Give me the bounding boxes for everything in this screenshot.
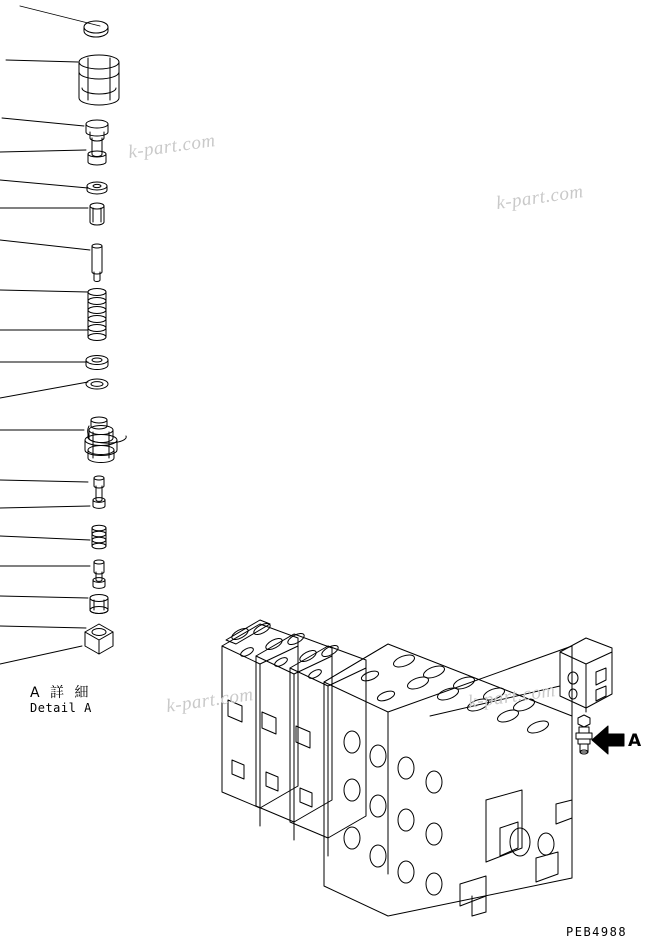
exploded-part-cap [84,21,108,37]
exploded-part-body-1 [79,55,119,105]
control-valve-assembly [222,620,612,916]
detail-a-label-jp: A 詳 細 [30,685,92,701]
detail-a-label [30,686,92,716]
leader-lines [0,6,100,664]
valve-section-3 [290,643,366,856]
exploded-part-washer-1 [87,182,107,194]
detail-a-label-en: Detail A [30,701,92,715]
drawing-code: PEB4988 [566,925,628,939]
exploded-part-valve-body [85,417,126,463]
watermark: k-part.com [466,679,557,714]
valve-section-1 [222,620,298,826]
exploded-part-body-2 [86,120,108,165]
valve-front-ports [344,731,442,895]
exploded-part-oring [86,379,108,389]
relief-valve-block [560,638,612,712]
watermark: k-part.com [494,180,585,215]
view-direction-arrow [592,726,624,754]
watermark: k-part.com [164,683,255,718]
exploded-part-washer-2 [86,356,108,370]
arrow-letter-a: A [628,731,642,751]
valve-cartridge-detail [576,715,592,754]
exploded-part-pin-2 [93,560,105,588]
exploded-part-nut [85,624,113,654]
valve-end-cap [460,790,572,916]
exploded-part-sleeve [90,203,104,225]
exploded-part-stem [92,244,102,282]
exploded-part-spring-small [92,525,106,549]
exploded-part-spring [88,289,106,341]
exploded-part-bushing [90,595,108,614]
exploded-part-pin-1 [93,476,105,508]
valve-section-2 [256,631,332,840]
watermark: k-part.com [126,129,217,164]
